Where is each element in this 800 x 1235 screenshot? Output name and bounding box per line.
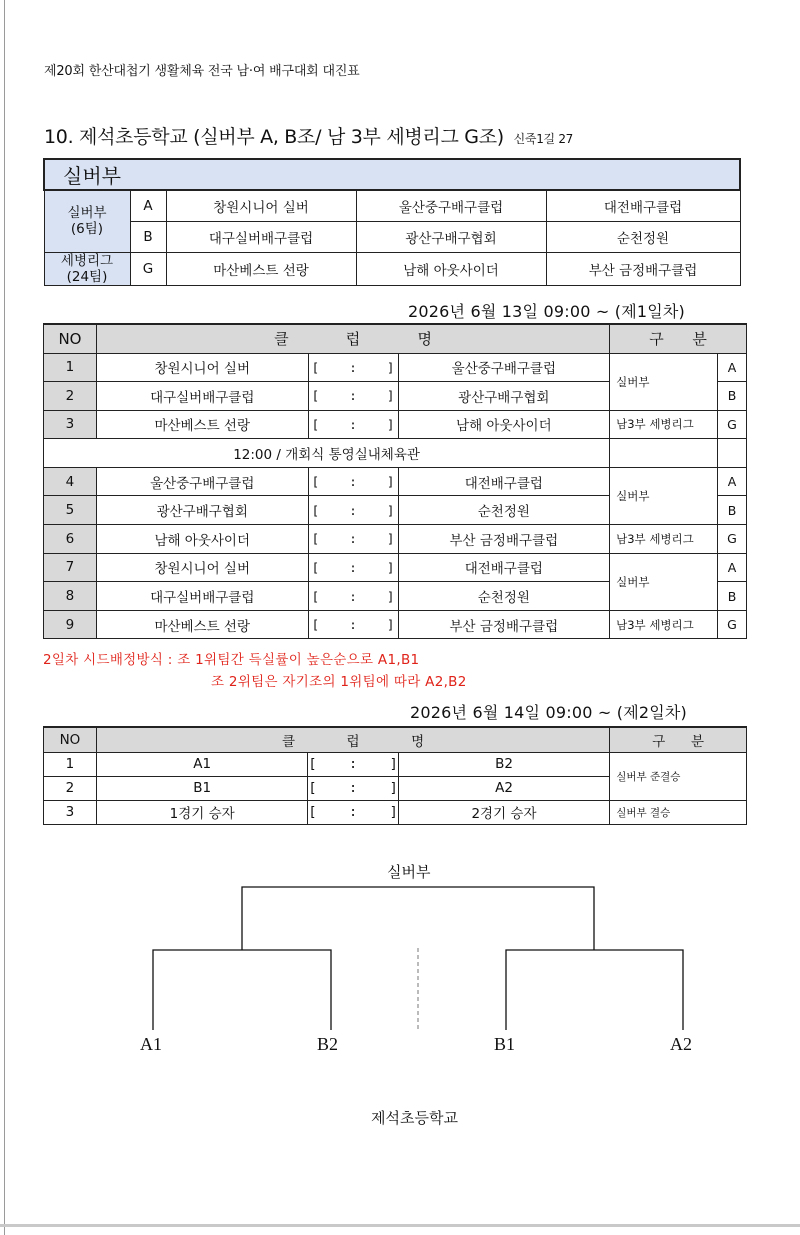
division-label: 실버부 — [610, 553, 718, 610]
score-entry: [ : ] — [308, 582, 398, 611]
match-no: 8 — [44, 582, 97, 611]
division-header: 구 분 — [610, 727, 747, 752]
match-no: 3 — [44, 410, 97, 439]
seed-label: B1 — [494, 1034, 516, 1054]
division-header: 실버부 — [44, 159, 740, 190]
division-label: 남3부 세병리그 — [610, 610, 718, 639]
score-entry: [ : ] — [308, 553, 398, 582]
away-team: 순천정원 — [398, 496, 610, 525]
home-team: A1 — [96, 752, 307, 776]
group-letter: G — [130, 252, 166, 285]
group-letter: B — [717, 582, 746, 611]
league-division-cell — [44, 252, 130, 285]
seeding-note-line2: 조 2위팀은 자기조의 1위팀에 따라 A2,B2 — [211, 674, 467, 690]
silver-division-label: 실버부 — [67, 205, 107, 222]
match-row — [44, 525, 747, 554]
away-team: 남해 아웃사이더 — [398, 410, 610, 439]
away-team: 광산구배구협회 — [398, 382, 610, 411]
team-cell: 대구실버배구클럽 — [166, 221, 356, 252]
match-no: 2 — [44, 382, 97, 411]
seeding-note-line1: 2일차 시드배정방식 : 조 1위팀간 득실률이 높은순으로 A1,B1 — [43, 652, 420, 668]
score-entry: [ : ] — [308, 800, 398, 824]
match-no: 3 — [44, 800, 97, 824]
group-row — [44, 221, 740, 252]
table-header-row — [44, 324, 747, 353]
silver-division-cell — [44, 190, 130, 252]
empty-cell — [610, 439, 718, 468]
match-no: 5 — [44, 496, 97, 525]
match-row — [44, 410, 747, 439]
club-header: 클 럽 명 — [96, 727, 609, 752]
match-no: 6 — [44, 525, 97, 554]
group-table — [43, 158, 741, 286]
section-title — [44, 122, 573, 149]
empty-cell — [717, 439, 746, 468]
home-team: 남해 아웃사이더 — [96, 525, 308, 554]
score-entry: [ : ] — [308, 752, 398, 776]
group-row — [44, 252, 740, 285]
group-letter: B — [130, 221, 166, 252]
score-entry: [ : ] — [308, 496, 398, 525]
seed-label: A1 — [140, 1034, 162, 1054]
division-label: 실버부 — [610, 353, 718, 410]
no-header: NO — [44, 324, 97, 353]
match-row — [44, 353, 747, 382]
home-team: 마산베스트 선랑 — [96, 610, 308, 639]
home-team: 마산베스트 선랑 — [96, 410, 308, 439]
score-entry: [ : ] — [308, 610, 398, 639]
final-bracket-line — [242, 887, 594, 950]
score-entry: [ : ] — [308, 410, 398, 439]
score-entry: [ : ] — [308, 776, 398, 800]
match-no: 2 — [44, 776, 97, 800]
opening-ceremony: 12:00 / 개회식 통영실내체육관 — [44, 439, 610, 468]
group-letter: G — [717, 525, 746, 554]
group-letter: A — [717, 553, 746, 582]
away-team: B2 — [398, 752, 609, 776]
no-header: NO — [44, 727, 97, 752]
team-cell: 부산 금정배구클럽 — [546, 252, 740, 285]
match-no: 7 — [44, 553, 97, 582]
score-entry: [ : ] — [308, 467, 398, 496]
match-no: 1 — [44, 353, 97, 382]
home-team: 울산중구배구클럽 — [96, 467, 308, 496]
score-entry: [ : ] — [308, 525, 398, 554]
away-team: 부산 금정배구클럽 — [398, 525, 610, 554]
match-row — [44, 800, 747, 824]
group-letter: B — [717, 382, 746, 411]
team-cell: 대전배구클럽 — [546, 190, 740, 221]
section-title-text: 10. 제석초등학교 (실버부 A, B조/ 남 3부 세병리그 G조) — [44, 126, 504, 148]
home-team: B1 — [96, 776, 307, 800]
home-team: 대구실버배구클럽 — [96, 582, 308, 611]
bracket-title: 실버부 — [387, 863, 431, 881]
team-cell: 광산구배구협회 — [356, 221, 546, 252]
group-letter: A — [130, 190, 166, 221]
semifinal-right-bracket-line — [506, 950, 683, 1030]
division-label: 남3부 세병리그 — [610, 525, 718, 554]
division-label: 실버부 결승 — [610, 800, 747, 824]
home-team: 1경기 승자 — [96, 800, 307, 824]
table-header-row — [44, 727, 747, 752]
ceremony-row — [44, 439, 747, 468]
away-team: A2 — [398, 776, 609, 800]
division-label: 실버부 — [610, 467, 718, 524]
page-bottom-edge — [0, 1224, 800, 1227]
venue-address: 신죽1길 27 — [513, 132, 574, 146]
match-row — [44, 752, 747, 776]
away-team: 부산 금정배구클럽 — [398, 610, 610, 639]
home-team: 창원시니어 실버 — [96, 553, 308, 582]
day1-schedule-table — [43, 323, 747, 639]
team-cell: 마산베스트 선랑 — [166, 252, 356, 285]
score-entry: [ : ] — [308, 382, 398, 411]
venue-name: 제석초등학교 — [371, 1109, 458, 1127]
team-cell: 창원시니어 실버 — [166, 190, 356, 221]
away-team: 울산중구배구클럽 — [398, 353, 610, 382]
day2-schedule-table — [43, 726, 747, 825]
away-team: 대전배구클럽 — [398, 553, 610, 582]
league-division-count: (24팀) — [66, 268, 108, 285]
division-header: 구 분 — [610, 324, 747, 353]
group-letter: A — [717, 353, 746, 382]
match-no: 4 — [44, 467, 97, 496]
away-team: 2경기 승자 — [398, 800, 609, 824]
team-cell: 남해 아웃사이더 — [356, 252, 546, 285]
match-no: 9 — [44, 610, 97, 639]
home-team: 대구실버배구클럽 — [96, 382, 308, 411]
home-team: 창원시니어 실버 — [96, 353, 308, 382]
match-row — [44, 553, 747, 582]
day2-date: 2026년 6월 14일 09:00 ~ (제2일차) — [410, 703, 688, 722]
away-team: 순천정원 — [398, 582, 610, 611]
team-cell: 순천정원 — [546, 221, 740, 252]
team-cell: 울산중구배구클럽 — [356, 190, 546, 221]
league-division-label: 세병리그 — [60, 252, 114, 269]
silver-division-count: (6팀) — [70, 221, 104, 238]
match-no: 1 — [44, 752, 97, 776]
club-header: 클 럽 명 — [96, 324, 609, 353]
group-letter: A — [717, 467, 746, 496]
away-team: 대전배구클럽 — [398, 467, 610, 496]
group-letter: G — [717, 410, 746, 439]
group-row — [44, 190, 740, 221]
group-letter: G — [717, 610, 746, 639]
seed-label: B2 — [317, 1034, 339, 1054]
home-team: 광산구배구협회 — [96, 496, 308, 525]
document-title: 제20회 한산대첩기 생활체육 전국 남·여 배구대회 대진표 — [44, 64, 360, 79]
semifinal-left-bracket-line — [153, 950, 331, 1030]
division-label: 남3부 세병리그 — [610, 410, 718, 439]
seed-label: A2 — [670, 1034, 692, 1054]
division-label: 실버부 준결승 — [610, 752, 747, 800]
match-row — [44, 610, 747, 639]
match-row — [44, 467, 747, 496]
day1-date: 2026년 6월 13일 09:00 ~ (제1일차) — [408, 302, 686, 321]
score-entry: [ : ] — [308, 353, 398, 382]
group-letter: B — [717, 496, 746, 525]
